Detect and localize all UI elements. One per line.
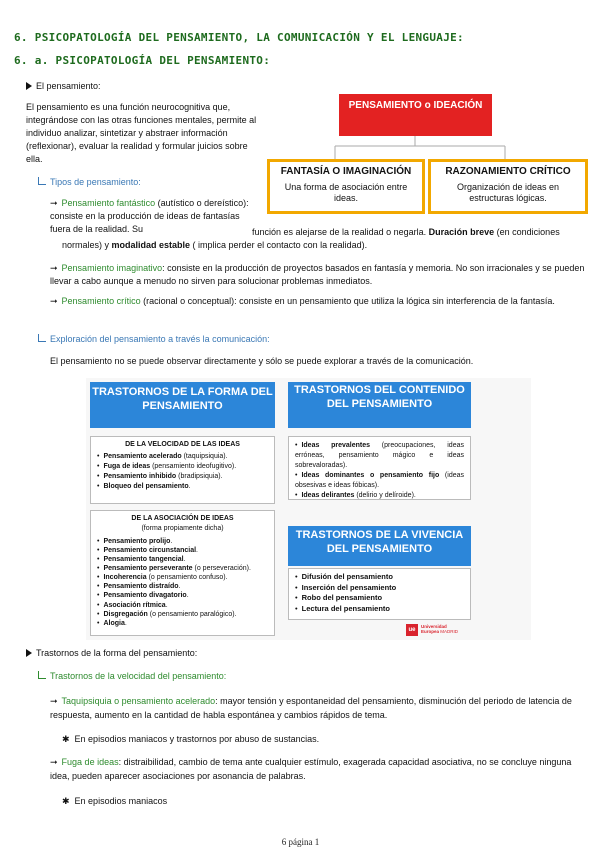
asociacion-item: • Pensamiento prolijo.	[97, 537, 268, 546]
critico-item	[50, 295, 590, 308]
diagram-root-label: PENSAMIENTO o IDEACIÓN	[348, 100, 483, 111]
vivencia-item: • Lectura del pensamiento	[295, 604, 464, 615]
vivencia-item: • Difusión del pensamiento	[295, 572, 464, 583]
fuga-note: ✱ En episodios maniacos	[62, 796, 168, 806]
right-arrow-icon: ➞	[50, 296, 58, 306]
velocidad-subtitle: DE LA VELOCIDAD DE LAS IDEAS	[125, 441, 240, 448]
pensamiento-label: El pensamiento:	[36, 81, 101, 91]
fantastico-term: Pensamiento fantástico	[61, 198, 156, 208]
right-arrow-icon: ➞	[50, 198, 58, 208]
asociacion-item: • Pensamiento divagatorio.	[97, 591, 268, 600]
velocidad-item: • Pensamiento acelerado (taquipsiquia).	[97, 452, 268, 462]
contenido-item: • Ideas prevalentes (preocupaciones, ideas erróneas, pensamiento mágico e ideas sobrevaloradas).	[295, 441, 464, 471]
forma-label: Trastornos de la forma del pensamiento:	[36, 648, 198, 658]
asociacion-item: • Pensamiento perseverante (o perseveración).	[97, 564, 268, 573]
page-footer: 6 página 1	[281, 837, 320, 847]
imaginativo-rest: : consiste en la producción de proyectos basados en fantasía y memoria. No son irracionales y se pueden llevar a cabo aunque a menudo no sirven para solucionar problemas inmediatos.	[50, 263, 585, 287]
fantasia-title: FANTASÍA O IMAGINACIÓN	[280, 166, 412, 177]
razonamiento-desc: Organización de ideas en estructuras lógicas.	[456, 181, 560, 204]
contenido-list	[295, 441, 464, 501]
triangle-bullet-icon	[26, 649, 32, 657]
tipos-title: Tipos de pensamiento:	[50, 177, 141, 187]
right-arrow-icon: ➞	[50, 696, 58, 706]
vivencia-list	[295, 572, 464, 615]
logo-text: Universidad Europea MADRID	[421, 624, 459, 634]
asociacion-item: • Incoherencia (o pensamiento confuso).	[97, 573, 268, 582]
forma-header: TRASTORNOS DE LA FORMA DEL PENSAMIENTO	[90, 382, 275, 428]
exploracion-text: El pensamiento no se puede observar directamente y sólo se puede explorar a través de la comunicación.	[50, 356, 474, 366]
trastornos-diagram	[86, 378, 531, 640]
vivencia-item: • Inserción del pensamiento	[295, 583, 464, 594]
asociacion-item: • Pensamiento tangencial.	[97, 555, 268, 564]
heading-section-6: 6. PSICOPATOLOGÍA DEL PENSAMIENTO, LA COMUNICACIÓN Y EL LENGUAJE:	[14, 31, 464, 44]
vivencia-item: • Robo del pensamiento	[295, 593, 464, 604]
sub-arrow-icon	[38, 671, 46, 679]
imaginativo-item	[50, 262, 590, 288]
taquipsiquia-note: ✱ En episodios maniacos y trastornos por abuso de sustancias.	[62, 734, 320, 744]
diagram-razonamiento-box	[428, 159, 588, 214]
contenido-list-box	[288, 436, 471, 500]
diagram-connectors	[260, 136, 580, 160]
forma-label-row	[26, 647, 197, 660]
asociacion-item: • Pensamiento circunstancial.	[97, 546, 268, 555]
asociacion-subtitle: DE LA ASOCIACIÓN DE IDEAS	[131, 515, 234, 522]
fantasia-desc: Una forma de asociación entre ideas.	[284, 181, 408, 204]
asociacion-sub2: (forma propiamente dicha)	[141, 524, 224, 532]
fantastico-rest3: (en condiciones normales) y	[62, 227, 560, 251]
diagram-root-box	[339, 94, 492, 136]
critico-term: Pensamiento crítico	[61, 296, 141, 306]
fantastico-rest1: (autístico o dereístico): consiste en la producción de ideas de fantasías fuera de la realidad. Su	[50, 198, 249, 235]
universidad-europea-logo	[406, 624, 458, 636]
right-arrow-icon: ➞	[50, 263, 58, 273]
pensamiento-label-row	[26, 80, 101, 93]
asociacion-list	[97, 537, 268, 628]
vivencia-header: TRASTORNOS DE LA VIVENCIA DEL PENSAMIENTO	[288, 526, 471, 566]
ue-logo-icon: ue	[406, 624, 418, 636]
sub-arrow-icon	[38, 334, 46, 342]
right-arrow-icon: ➞	[50, 757, 58, 767]
velocidad-list	[97, 452, 268, 492]
asociacion-item: • Pensamiento distraído.	[97, 582, 268, 591]
contenido-item: • Ideas delirantes (delirio y delíroide).	[295, 491, 464, 501]
pensamiento-definition: El pensamiento es una función neurocognitiva que, integrándose con las otras funciones mentales, permite al individuo analizar, sintetizar y abstraer información (reflexionar), evaluar la realidad y formular juicios sobre ella.	[26, 102, 257, 165]
velocidad-title: Trastornos de la velocidad del pensamiento:	[50, 671, 227, 681]
diagram-fantasia-box	[267, 159, 425, 214]
asterisk-icon: ✱	[62, 734, 70, 744]
asociacion-item: • Alogia.	[97, 619, 268, 628]
sub-arrow-icon	[38, 177, 46, 185]
asociacion-list-box	[90, 510, 275, 636]
exploracion-title-row	[38, 333, 270, 346]
asociacion-item: • Disgregación (o pensamiento paralógico).	[97, 610, 268, 619]
velocidad-item: • Pensamiento inhibido (bradipsiquia).	[97, 472, 268, 482]
velocidad-title-row	[38, 670, 226, 683]
fuga-rest: : distraibilidad, cambio de tema ante cualquier estímulo, exagerada capacidad asociativa, no se concluye ninguna idea, pueden aparecer asociaciones por asonancia de palabras.	[50, 757, 572, 781]
triangle-bullet-icon	[26, 82, 32, 90]
razonamiento-title: RAZONAMIENTO CRÍTICO	[445, 166, 571, 177]
critico-rest: (racional o conceptual): consiste en un pensamiento que utiliza la lógica sin interferencia de la fantasía.	[140, 296, 555, 306]
asterisk-icon: ✱	[62, 796, 70, 806]
vivencia-list-box	[288, 568, 471, 620]
contenido-header: TRASTORNOS DEL CONTENIDO DEL PENSAMIENTO	[288, 382, 471, 428]
fuga-item	[50, 756, 590, 784]
taquipsiquia-rest: : mayor tensión y espontaneidad del pensamiento, disminución del periodo de latencia de respuesta, aumento en la cantidad de habla espontánea y cambios rápidos de tema.	[50, 696, 572, 720]
taquipsiquia-term: Taquipsiquia o pensamiento acelerado	[61, 696, 216, 706]
contenido-item: • Ideas dominantes o pensamiento fijo (ideas obsesivas e ideas fóbicas).	[295, 471, 464, 491]
tipos-title-row	[38, 176, 141, 189]
modalidad-estable: modalidad estable	[111, 240, 191, 251]
duracion-breve: Duración breve	[428, 227, 495, 237]
exploracion-title: Exploración del pensamiento a través la comunicación:	[50, 334, 270, 344]
velocidad-item: • Bloqueo del pensamiento.	[97, 482, 268, 492]
fantastico-continued	[62, 226, 592, 252]
fantastico-rest2: función es alejarse de la realidad o negarla.	[252, 227, 429, 237]
asociacion-item: • Asociación rítmica.	[97, 601, 268, 610]
fuga-term: Fuga de ideas	[61, 757, 119, 767]
taquipsiquia-item	[50, 695, 590, 723]
heading-section-6a: 6. a. PSICOPATOLOGÍA DEL PENSAMIENTO:	[14, 54, 271, 67]
velocidad-item: • Fuga de ideas (pensamiento ideofugitivo).	[97, 462, 268, 472]
fantastico-rest4: ( implica perder el contacto con la realidad).	[190, 240, 368, 251]
imaginativo-term: Pensamiento imaginativo	[61, 263, 163, 273]
velocidad-list-box	[90, 436, 275, 504]
